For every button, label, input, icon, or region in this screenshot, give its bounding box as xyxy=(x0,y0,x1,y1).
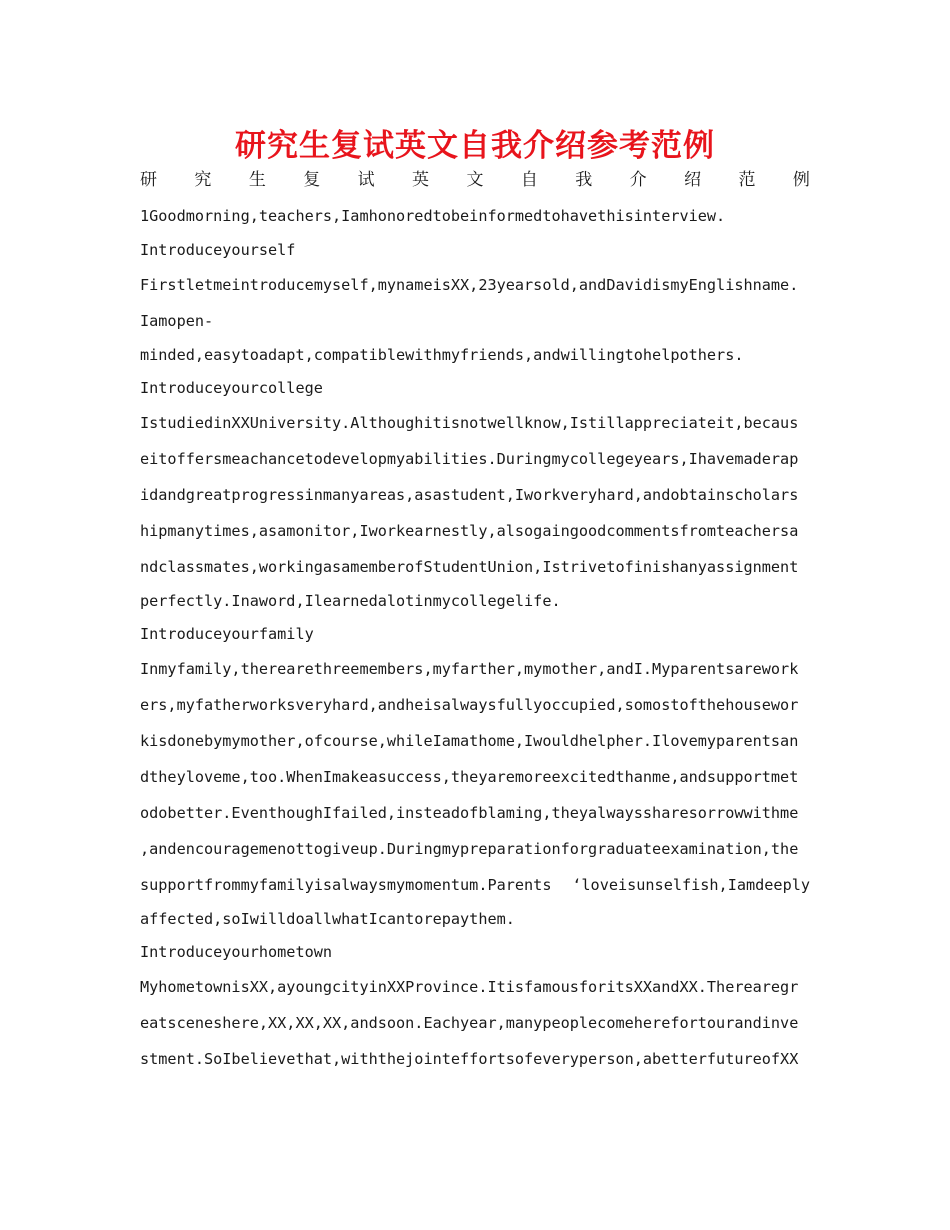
text-line: ,andencouragemenottogiveup.Duringmypreparationforgraduateexamination,the xyxy=(140,840,799,858)
subtitle-row xyxy=(140,162,810,198)
subtitle-char: 介 xyxy=(629,170,647,190)
text-line: kisdonebymymother,ofcourse,whileIamathome,Iwouldhelpher.Ilovemyparentsan xyxy=(140,732,799,750)
section-heading: Introduceyourcollege xyxy=(140,379,323,397)
text-line: stment.SoIbelievethat,withthejointeffortsofeveryperson,abetterfutureofXX xyxy=(140,1050,799,1068)
text-line: eatsceneshere,XX,XX,XX,andsoon.Eachyear,manypeoplecomeherefortourandinve xyxy=(140,1014,799,1032)
text-line: minded,easytoadapt,compatiblewithmyfriends,andwillingtohelpothers. xyxy=(140,346,744,364)
text-line: Iamopen- xyxy=(140,312,214,330)
text-line: dtheyloveme,too.WhenImakeasuccess,theyaremoreexcitedthanme,andsupportmet xyxy=(140,768,799,786)
section-heading: Introduceyourfamily xyxy=(140,625,314,643)
subtitle-char: 例 xyxy=(792,170,810,190)
text-line: perfectly.Inaword,Ilearnedalotinmycollegelife. xyxy=(140,592,561,610)
text-line: idandgreatprogressinmanyareas,asastudent,Iworkveryhard,andobtainscholars xyxy=(140,486,799,504)
subtitle-char: 复 xyxy=(303,170,321,190)
text-line: supportfrommyfamilyisalwaysmymomentum.Parents ‘loveisunselfish,Iamdeeply xyxy=(140,876,810,894)
text-line: eitoffersmeachancetodevelopmyabilities.Duringmycollegeyears,Ihavemaderap xyxy=(140,450,799,468)
text-line: ndclassmates,workingasamemberofStudentUnion,Istrivetofinishanyassignment xyxy=(140,558,799,576)
text-line: Firstletmeintroducemyself,mynameisXX,23yearsold,andDavidismyEnglishname. xyxy=(140,276,799,294)
subtitle-char: 研 xyxy=(140,170,157,190)
document-body xyxy=(140,162,810,1077)
subtitle-char: 试 xyxy=(357,170,375,190)
section-heading: Introduceyourhometown xyxy=(140,943,333,961)
subtitle-char: 自 xyxy=(520,170,538,190)
subtitle-char: 英 xyxy=(412,170,430,190)
section-heading: Introduceyourself xyxy=(140,241,296,259)
subtitle-char: 我 xyxy=(575,170,593,190)
text-line: IstudiedinXXUniversity.Althoughitisnotwellknow,Istillappreciateit,becaus xyxy=(140,414,799,432)
text-line: odobetter.EventhoughIfailed,insteadofblaming,theyalwayssharesorrowwithme xyxy=(140,804,799,822)
subtitle-char: 究 xyxy=(194,170,212,190)
subtitle-char: 生 xyxy=(248,170,266,190)
document-title: 研究生复试英文自我介绍参考范例 xyxy=(235,128,715,164)
text-line: 1Goodmorning,teachers,Iamhonoredtobeinformedtohavethisinterview. xyxy=(140,207,726,225)
text-line: ers,myfatherworksveryhard,andheisalwaysfullyoccupied,somostofthehousewor xyxy=(140,696,799,714)
subtitle-char: 绍 xyxy=(684,170,702,190)
text-line: affected,soIwilldoallwhatIcantorepaythem. xyxy=(140,910,515,928)
text-line: Inmyfamily,therearethreemembers,myfarther,mymother,andI.Myparentsarework xyxy=(140,660,799,678)
text-line: hipmanytimes,asamonitor,Iworkearnestly,alsogaingoodcommentsfromteachersa xyxy=(140,522,799,540)
subtitle-char: 文 xyxy=(466,170,484,190)
subtitle-char: 范 xyxy=(738,170,756,190)
text-line: MyhometownisXX,ayoungcityinXXProvince.ItisfamousforitsXXandXX.Therearegr xyxy=(140,978,799,996)
